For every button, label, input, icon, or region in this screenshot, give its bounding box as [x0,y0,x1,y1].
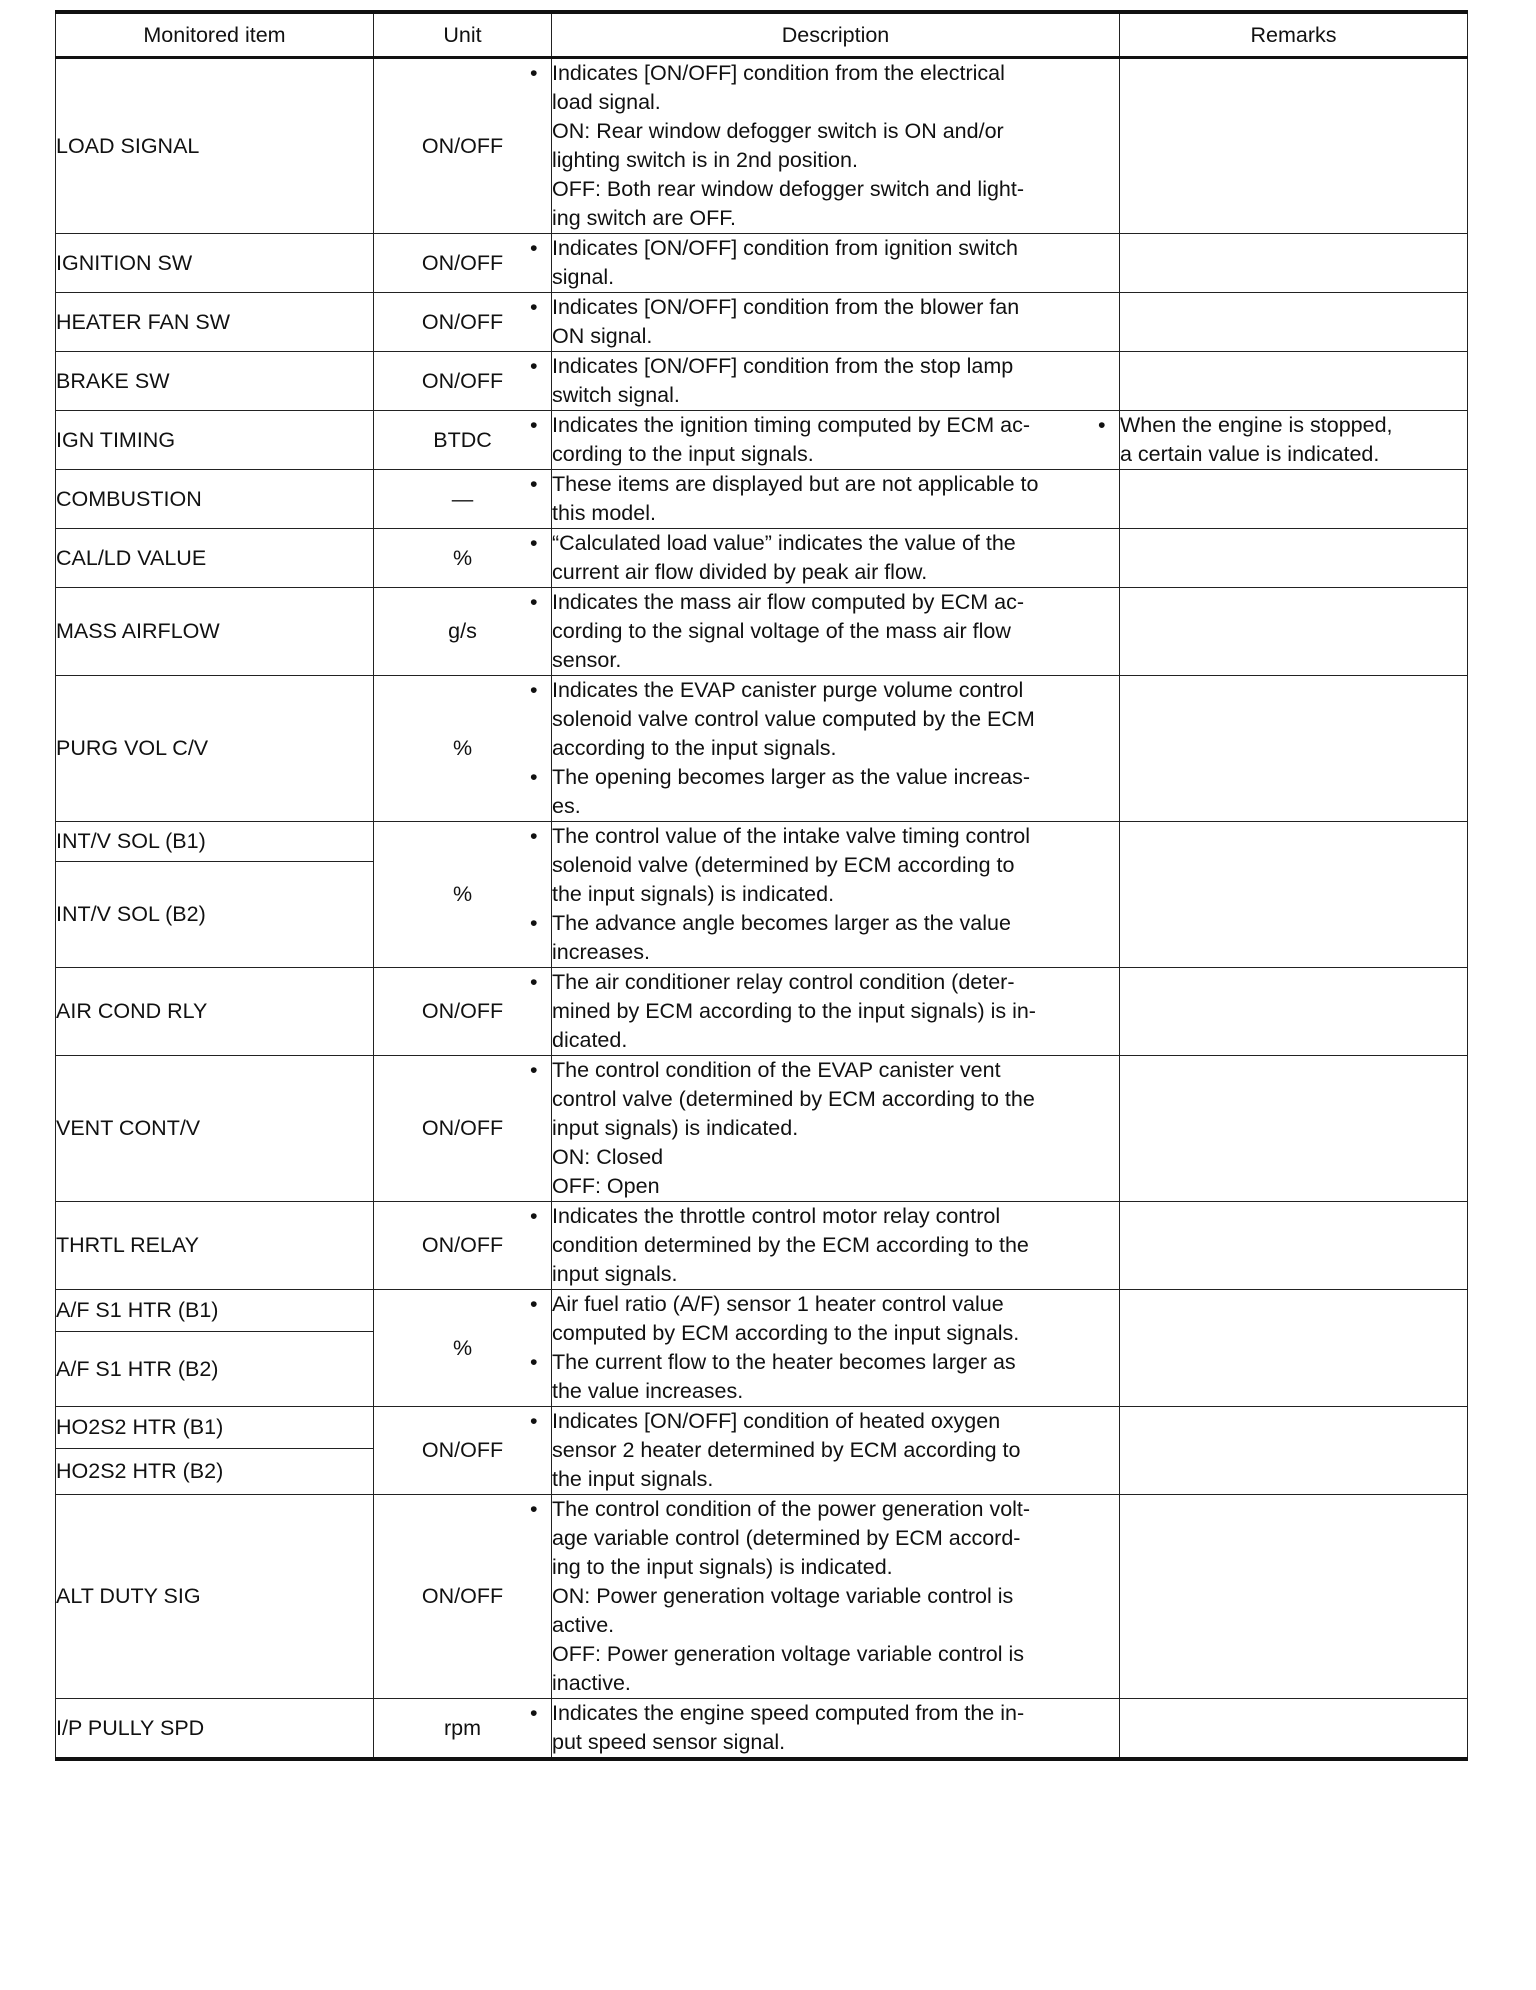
desc-line: sensor 2 heater determined by ECM according to [552,1438,1021,1462]
description [552,1699,1120,1760]
table-row [56,1495,1468,1699]
header-unit: Unit [374,12,552,58]
desc-line: • The control value of the intake valve timing control [552,822,1119,851]
description [552,470,1120,529]
monitored-item: HO2S2 HTR (B1) [56,1407,374,1449]
desc-line: • These items are displayed but are not applicable to [552,470,1119,499]
desc-line: cording to the input signals. [552,442,814,466]
desc-line: • Indicates [ON/OFF] condition from the blower fan [552,293,1119,322]
desc-line: OFF: Power generation voltage variable control is [552,1642,1025,1666]
desc-line: input signals. [552,1262,678,1286]
table-row [56,293,1468,352]
remarks [1120,968,1468,1056]
remarks [1120,1056,1468,1202]
desc-line: age variable control (determined by ECM accord- [552,1526,1021,1550]
desc-line: • The control condition of the power generation volt- [552,1495,1119,1524]
unit: % [374,676,552,822]
desc-line: cording to the signal voltage of the mass air flow [552,619,1011,643]
desc-line: switch signal. [552,383,680,407]
description [552,234,1120,293]
unit: % [374,529,552,588]
monitored-item: INT/V SOL (B2) [56,862,374,968]
desc-line: • The control condition of the EVAP canister vent [552,1056,1119,1085]
description [552,676,1120,822]
desc-line: sensor. [552,648,622,672]
desc-line: • Indicates the mass air flow computed by ECM ac- [552,588,1119,617]
desc-line: lighting switch is in 2nd position. [552,148,858,172]
table-header-row [56,12,1468,58]
remarks [1120,529,1468,588]
unit: ON/OFF [374,1407,552,1495]
desc-line: control valve (determined by ECM according to the [552,1087,1035,1111]
unit: % [374,822,552,968]
table-row [56,968,1468,1056]
description [552,588,1120,676]
desc-line: current air flow divided by peak air flow. [552,560,928,584]
desc-line: ON signal. [552,324,653,348]
desc-line: solenoid valve control value computed by the ECM [552,707,1035,731]
table-row [56,1290,1468,1332]
desc-line: • Air fuel ratio (A/F) sensor 1 heater control value [552,1290,1119,1319]
description [552,968,1120,1056]
unit: ON/OFF [374,1202,552,1290]
description [552,411,1120,470]
desc-line: computed by ECM according to the input signals. [552,1321,1020,1345]
description [552,529,1120,588]
unit: ON/OFF [374,1056,552,1202]
monitored-item: LOAD SIGNAL [56,58,374,234]
table-row [56,676,1468,822]
remarks [1120,1495,1468,1699]
unit: ON/OFF [374,968,552,1056]
remarks [1120,676,1468,822]
monitored-item: PURG VOL C/V [56,676,374,822]
desc-line: this model. [552,501,656,525]
unit: ON/OFF [374,58,552,234]
desc-line: the input signals. [552,1467,714,1491]
description [552,822,1120,968]
unit: rpm [374,1699,552,1760]
remarks [1120,822,1468,968]
desc-line: • Indicates the throttle control motor relay control [552,1202,1119,1231]
remark-line: a certain value is indicated. [1120,442,1380,466]
desc-line: ing switch are OFF. [552,206,736,230]
description [552,1290,1120,1407]
table-row [56,1056,1468,1202]
header-monitored-item: Monitored item [56,12,374,58]
desc-line: the input signals) is indicated. [552,882,835,906]
remarks [1120,470,1468,529]
header-remarks: Remarks [1120,12,1468,58]
monitored-item: HO2S2 HTR (B2) [56,1449,374,1495]
desc-line: • Indicates the ignition timing computed by ECM ac- [552,411,1119,440]
desc-line: active. [552,1613,615,1637]
description [552,58,1120,234]
desc-line: • Indicates [ON/OFF] condition from the stop lamp [552,352,1119,381]
monitored-item: ALT DUTY SIG [56,1495,374,1699]
unit: BTDC [374,411,552,470]
desc-line: put speed sensor signal. [552,1730,786,1754]
table-row [56,1699,1468,1760]
remarks [1120,588,1468,676]
desc-line: • Indicates [ON/OFF] condition from ignition switch [552,234,1119,263]
remarks [1120,411,1468,470]
desc-line: dicated. [552,1028,628,1052]
monitored-item: COMBUSTION [56,470,374,529]
table-row [56,588,1468,676]
remarks [1120,234,1468,293]
table-row [56,234,1468,293]
desc-line: es. [552,794,581,818]
desc-line: the value increases. [552,1379,744,1403]
monitored-item: A/F S1 HTR (B2) [56,1332,374,1407]
table-row [56,470,1468,529]
monitored-item: INT/V SOL (B1) [56,822,374,862]
desc-line: solenoid valve (determined by ECM according to [552,853,1015,877]
remarks [1120,1407,1468,1495]
unit: g/s [374,588,552,676]
desc-line: ON: Rear window defogger switch is ON and/or [552,119,1004,143]
monitored-item: MASS AIRFLOW [56,588,374,676]
remarks [1120,352,1468,411]
description [552,293,1120,352]
desc-line: OFF: Open [552,1174,660,1198]
monitor-item-table [55,10,1468,1761]
desc-line: • The current flow to the heater becomes larger as [552,1348,1119,1377]
desc-line: mined by ECM according to the input signals) is in- [552,999,1036,1023]
remarks [1120,1699,1468,1760]
desc-line: • Indicates [ON/OFF] condition from the electrical [552,59,1119,88]
table-row [56,529,1468,588]
table-row [56,411,1468,470]
table-row [56,58,1468,234]
monitored-item: THRTL RELAY [56,1202,374,1290]
monitored-item: HEATER FAN SW [56,293,374,352]
monitored-item: A/F S1 HTR (B1) [56,1290,374,1332]
monitored-item: AIR COND RLY [56,968,374,1056]
header-description: Description [552,12,1120,58]
monitored-item: BRAKE SW [56,352,374,411]
table-row [56,352,1468,411]
unit: — [374,470,552,529]
description [552,1407,1120,1495]
desc-line: increases. [552,940,650,964]
desc-line: • Indicates the EVAP canister purge volume control [552,676,1119,705]
description [552,352,1120,411]
desc-line: condition determined by the ECM according to the [552,1233,1029,1257]
monitored-item: VENT CONT/V [56,1056,374,1202]
desc-line: • The advance angle becomes larger as the value [552,909,1119,938]
desc-line: • Indicates [ON/OFF] condition of heated oxygen [552,1407,1119,1436]
table-row [56,1407,1468,1449]
desc-line: ON: Closed [552,1145,664,1169]
desc-line: according to the input signals. [552,736,837,760]
unit: ON/OFF [374,352,552,411]
desc-line: inactive. [552,1671,631,1695]
desc-line: • “Calculated load value” indicates the value of the [552,529,1119,558]
unit: ON/OFF [374,293,552,352]
unit: % [374,1290,552,1407]
description [552,1202,1120,1290]
monitored-item: IGN TIMING [56,411,374,470]
unit: ON/OFF [374,1495,552,1699]
monitored-item: CAL/LD VALUE [56,529,374,588]
desc-line: • Indicates the engine speed computed from the in- [552,1699,1119,1728]
remarks [1120,293,1468,352]
table-row [56,822,1468,862]
desc-line: • The air conditioner relay control condition (deter- [552,968,1119,997]
desc-line: ing to the input signals) is indicated. [552,1555,893,1579]
remark-line: • When the engine is stopped, [1120,411,1467,440]
remarks [1120,58,1468,234]
description [552,1495,1120,1699]
monitored-item: I/P PULLY SPD [56,1699,374,1760]
desc-line: • The opening becomes larger as the value increas- [552,763,1119,792]
description [552,1056,1120,1202]
table-row [56,1202,1468,1290]
monitored-item: IGNITION SW [56,234,374,293]
desc-line: input signals) is indicated. [552,1116,799,1140]
desc-line: signal. [552,265,615,289]
remarks [1120,1290,1468,1407]
unit: ON/OFF [374,234,552,293]
desc-line: OFF: Both rear window defogger switch and light- [552,177,1025,201]
desc-line: ON: Power generation voltage variable control is [552,1584,1014,1608]
desc-line: load signal. [552,90,661,114]
remarks [1120,1202,1468,1290]
